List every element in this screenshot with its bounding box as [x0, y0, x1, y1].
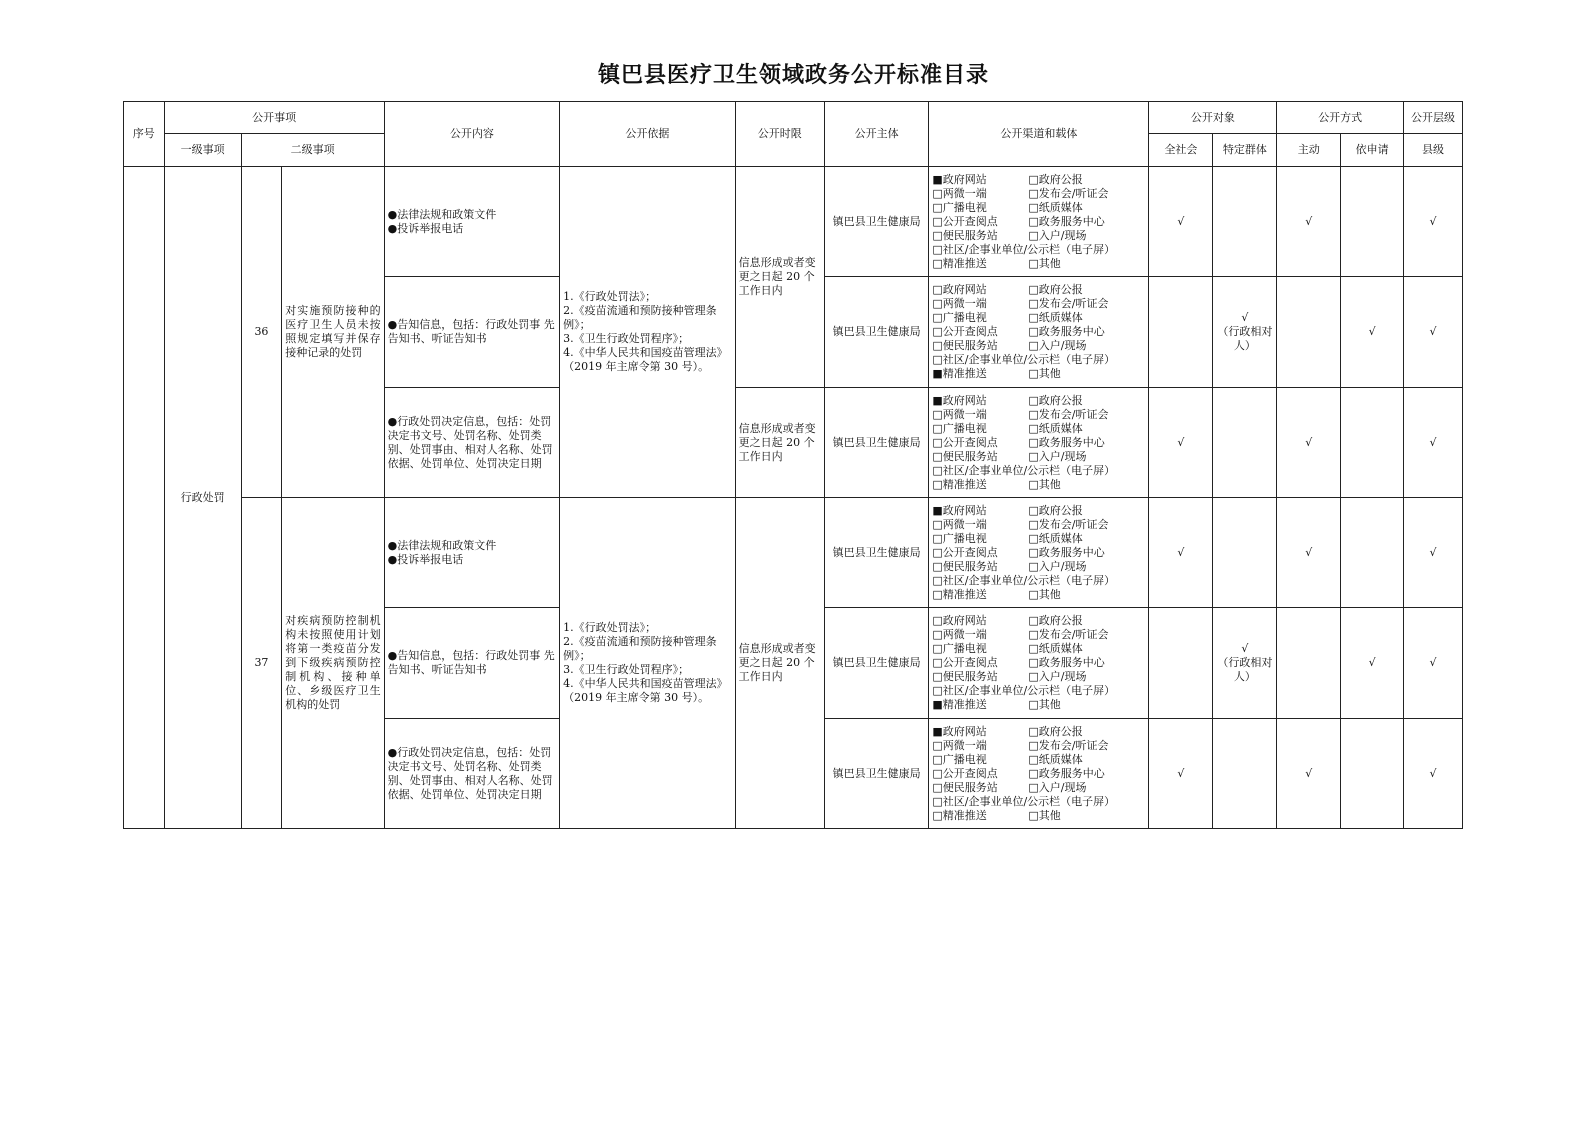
- level1-item: 行政处罚: [164, 167, 241, 829]
- page-title: 镇巴县医疗卫生领域政务公开标准目录: [597, 62, 989, 88]
- channel-row: [932, 450, 1145, 464]
- table-row: [124, 167, 1463, 277]
- method-request-mark: [1341, 498, 1404, 608]
- channel-option: □发布会/听证会: [1028, 517, 1109, 531]
- basis-cell: [560, 498, 735, 829]
- target-all-mark: [1149, 608, 1213, 719]
- channel-option: □政府公报: [1028, 172, 1083, 186]
- channel-option: □纸质媒体: [1028, 421, 1083, 435]
- channel-option: □政府网站: [932, 614, 987, 627]
- channel-row: [932, 809, 1145, 823]
- method-request-mark: √: [1341, 608, 1404, 719]
- header-method-request: 依申请: [1341, 134, 1404, 167]
- standard-catalog-table: [123, 101, 1463, 829]
- basis-cell: [560, 167, 735, 498]
- channel-option: □便民服务站: [932, 228, 998, 242]
- channels-cell: [929, 608, 1149, 719]
- basis-line: 2.《疫苗流通和预防接种管理条 例》；: [563, 304, 717, 331]
- channel-option: □公开查阅点: [932, 435, 998, 449]
- item-description: 对实施预防接种的医疗卫生人员未按照规定填写并保存接种记录的处罚: [282, 167, 384, 498]
- layer-county-mark: √: [1404, 719, 1463, 829]
- basis-line: 4.《中华人民共和国疫苗管理法》（2019 年主席令第 30 号）。: [563, 346, 728, 373]
- target-all-mark: √: [1149, 719, 1213, 829]
- target-all-mark: √: [1149, 388, 1213, 498]
- basis-line: 1.《行政处罚法》；: [563, 621, 657, 634]
- channel-option: □其他: [1028, 587, 1061, 601]
- channel-row: [932, 201, 1145, 215]
- target-all-mark: √: [1149, 498, 1213, 608]
- channel-row: [932, 560, 1145, 574]
- content-line: ●行政处罚决定信息，包括：处罚决定书文号、处罚名称、处罚类别、处罚事由、相对人名称、处罚依据、处罚单位、处罚决定日期: [387, 745, 553, 801]
- content-cell: [384, 608, 559, 719]
- content-cell: [384, 388, 559, 498]
- target-specific-mark: [1213, 388, 1277, 498]
- header-method-active: 主动: [1277, 134, 1341, 167]
- channel-option: □广播电视: [932, 752, 987, 766]
- header-level2: 二级事项: [241, 134, 384, 167]
- content-cell: [384, 277, 559, 388]
- time-limit: 信息形成或者变更之日起 20 个工作日内: [735, 167, 824, 388]
- channel-option: □公开查阅点: [932, 766, 998, 780]
- channel-row: [932, 532, 1145, 546]
- channels-cell: [929, 719, 1149, 829]
- layer-county-mark: √: [1404, 167, 1463, 277]
- channel-option: □精准推送: [932, 477, 987, 491]
- target-specific-mark: √ （行政相对人）: [1213, 277, 1277, 388]
- channel-option: □政府公报: [1028, 283, 1083, 296]
- content-line: ●行政处罚决定信息，包括：处罚决定书文号、处罚名称、处罚类别、处罚事由、相对人名称、处罚依据、处罚单位、处罚决定日期: [387, 414, 553, 470]
- channel-option: □发布会/听证会: [1028, 297, 1109, 310]
- seq-cell: [124, 167, 165, 829]
- channel-option: □政府公报: [1028, 614, 1083, 627]
- channel-option: □精准推送: [932, 808, 987, 822]
- layer-county-mark: √: [1404, 277, 1463, 388]
- channel-row: [932, 725, 1145, 739]
- channel-option: □其他: [1028, 477, 1061, 491]
- channel-option: □发布会/听证会: [1028, 186, 1109, 200]
- channel-row: [932, 753, 1145, 767]
- channel-option: □广播电视: [932, 421, 987, 435]
- channel-row: [932, 243, 1145, 257]
- channel-option: □便民服务站: [932, 780, 998, 794]
- header-method: 公开方式: [1277, 102, 1404, 134]
- channel-row: [932, 325, 1145, 339]
- method-request-mark: [1341, 719, 1404, 829]
- content-line: ●告知信息，包括：行政处罚事 先告知书、听证告知书: [387, 649, 555, 676]
- header-target: 公开对象: [1149, 102, 1277, 134]
- item-description: 对疾病预防控制机 构未按照使用计划 将第一类疫苗分发 到下级疾病预防控 制机构、接种单位、乡级医疗卫生机构的处罚: [282, 498, 384, 829]
- method-active-mark: [1277, 277, 1341, 388]
- header-content: 公开内容: [384, 102, 559, 167]
- channel-row: [932, 628, 1145, 642]
- basis-line: 4.《中华人民共和国疫苗管理法》（2019 年主席令第 30 号）。: [563, 677, 728, 704]
- channel-option: □纸质媒体: [1028, 642, 1083, 655]
- channel-option: □政务服务中心: [1028, 214, 1105, 228]
- content-cell: [384, 719, 559, 829]
- channel-row: [932, 781, 1145, 795]
- item-number: 36: [241, 167, 282, 498]
- channel-row: [932, 229, 1145, 243]
- header-target-specific: 特定群体: [1213, 134, 1277, 167]
- channel-option: □公开查阅点: [932, 656, 998, 669]
- channel-option: □广播电视: [932, 642, 987, 655]
- subject-cell: 镇巴县卫生健康局: [824, 608, 928, 719]
- channel-option: □发布会/听证会: [1028, 407, 1109, 421]
- channel-option: □入户/现场: [1028, 559, 1087, 573]
- channel-row: [932, 656, 1145, 670]
- channel-row: [932, 367, 1145, 381]
- channel-row: [932, 173, 1145, 187]
- channel-option: □其他: [1028, 698, 1061, 711]
- header-items: 公开事项: [164, 102, 384, 134]
- channel-row: [932, 684, 1145, 698]
- channel-row: [932, 464, 1145, 478]
- channel-option: □便民服务站: [932, 559, 998, 573]
- channel-option: □便民服务站: [932, 339, 998, 352]
- basis-line: 3.《卫生行政处罚程序》；: [563, 663, 690, 676]
- channel-option: □社区/企事业单位/公示栏（电子屏）: [932, 463, 1116, 477]
- channel-option: □政务服务中心: [1028, 325, 1105, 338]
- subject-cell: 镇巴县卫生健康局: [824, 719, 928, 829]
- channel-row: [932, 670, 1145, 684]
- channel-row: [932, 187, 1145, 201]
- channel-row: [932, 478, 1145, 492]
- subject-cell: 镇巴县卫生健康局: [824, 388, 928, 498]
- channel-option: □纸质媒体: [1028, 200, 1083, 214]
- channel-option: □两微一端: [932, 297, 987, 310]
- channel-row: [932, 297, 1145, 311]
- channel-option: □政府公报: [1028, 393, 1083, 407]
- channel-row: [932, 767, 1145, 781]
- subject-cell: 镇巴县卫生健康局: [824, 277, 928, 388]
- channel-option: □入户/现场: [1028, 339, 1087, 352]
- channel-option: □发布会/听证会: [1028, 628, 1109, 641]
- channel-option: □便民服务站: [932, 670, 998, 683]
- channel-option: □其他: [1028, 808, 1061, 822]
- channel-option: □社区/企事业单位/公示栏（电子屏）: [932, 573, 1116, 587]
- channel-option: □纸质媒体: [1028, 311, 1083, 324]
- channel-option: □政务服务中心: [1028, 435, 1105, 449]
- channel-option: ■政府网站: [932, 393, 987, 407]
- target-specific-mark: √ （行政相对人）: [1213, 608, 1277, 719]
- channel-row: [932, 588, 1145, 602]
- channel-option: □公开查阅点: [932, 545, 998, 559]
- channel-option: □广播电视: [932, 531, 987, 545]
- channel-row: [932, 614, 1145, 628]
- time-limit: 信息形成或者变更之日起 20 个工作日内: [735, 388, 824, 498]
- header-seq: 序号: [124, 102, 165, 167]
- basis-line: 1.《行政处罚法》；: [563, 290, 657, 303]
- channel-row: [932, 504, 1145, 518]
- header-subject: 公开主体: [824, 102, 928, 167]
- channel-option: □政务服务中心: [1028, 766, 1105, 780]
- method-active-mark: √: [1277, 719, 1341, 829]
- content-line: ●法律法规和政策文件: [387, 207, 497, 221]
- channel-row: [932, 408, 1145, 422]
- subject-cell: 镇巴县卫生健康局: [824, 498, 928, 608]
- header-layer-county: 县级: [1404, 134, 1463, 167]
- channel-row: [932, 698, 1145, 712]
- channels-cell: [929, 498, 1149, 608]
- channel-option: □政府公报: [1028, 724, 1083, 738]
- channel-option: □社区/企事业单位/公示栏（电子屏）: [932, 684, 1116, 697]
- channel-row: [932, 518, 1145, 532]
- channel-option: □社区/企事业单位/公示栏（电子屏）: [932, 353, 1116, 366]
- channel-row: [932, 257, 1145, 271]
- content-line: ●告知信息，包括：行政处罚事 先告知书、听证告知书: [387, 318, 555, 345]
- subject-cell: 镇巴县卫生健康局: [824, 167, 928, 277]
- target-specific-mark: [1213, 719, 1277, 829]
- channel-option: ■政府网站: [932, 503, 987, 517]
- channel-option: ■政府网站: [932, 724, 987, 738]
- method-active-mark: √: [1277, 498, 1341, 608]
- channel-option: □广播电视: [932, 311, 987, 324]
- channel-option: □两微一端: [932, 628, 987, 641]
- header-level1: 一级事项: [164, 134, 241, 167]
- table-row: [124, 498, 1463, 608]
- header-time: 公开时限: [735, 102, 824, 167]
- channel-option: □政务服务中心: [1028, 656, 1105, 669]
- target-all-mark: √: [1149, 167, 1213, 277]
- layer-county-mark: √: [1404, 498, 1463, 608]
- channel-row: [932, 283, 1145, 297]
- channel-option: □政务服务中心: [1028, 545, 1105, 559]
- channel-option: □政府网站: [932, 283, 987, 296]
- channel-row: [932, 311, 1145, 325]
- basis-line: 2.《疫苗流通和预防接种管理条 例》；: [563, 635, 717, 662]
- method-request-mark: [1341, 167, 1404, 277]
- target-specific-mark: [1213, 498, 1277, 608]
- channel-option: □公开查阅点: [932, 214, 998, 228]
- channel-option: ■精准推送: [932, 698, 987, 711]
- channel-row: [932, 394, 1145, 408]
- channel-option: □社区/企事业单位/公示栏（电子屏）: [932, 794, 1116, 808]
- content-line: ●投诉举报电话: [387, 552, 464, 566]
- channel-option: □入户/现场: [1028, 449, 1087, 463]
- channel-row: [932, 574, 1145, 588]
- channel-option: □社区/企事业单位/公示栏（电子屏）: [932, 242, 1116, 256]
- channel-option: □入户/现场: [1028, 670, 1087, 683]
- target-all-mark: [1149, 277, 1213, 388]
- content-line: ●投诉举报电话: [387, 221, 464, 235]
- channel-option: □其他: [1028, 256, 1061, 270]
- channels-cell: [929, 167, 1149, 277]
- channel-option: □公开查阅点: [932, 325, 998, 338]
- layer-county-mark: √: [1404, 608, 1463, 719]
- content-cell: [384, 167, 559, 277]
- channel-row: [932, 339, 1145, 353]
- content-cell: [384, 498, 559, 608]
- method-request-mark: [1341, 388, 1404, 498]
- method-active-mark: [1277, 608, 1341, 719]
- header-layer: 公开层级: [1404, 102, 1463, 134]
- header-channels: 公开渠道和载体: [929, 102, 1149, 167]
- channel-option: □政府公报: [1028, 503, 1083, 517]
- layer-county-mark: √: [1404, 388, 1463, 498]
- channel-row: [932, 436, 1145, 450]
- channel-row: [932, 739, 1145, 753]
- channel-row: [932, 642, 1145, 656]
- item-number: 37: [241, 498, 282, 829]
- header-target-all: 全社会: [1149, 134, 1213, 167]
- channel-option: □入户/现场: [1028, 780, 1087, 794]
- target-specific-mark: [1213, 167, 1277, 277]
- channel-option: □两微一端: [932, 186, 987, 200]
- header-basis: 公开依据: [560, 102, 735, 167]
- channel-option: □纸质媒体: [1028, 752, 1083, 766]
- channel-option: □两微一端: [932, 738, 987, 752]
- catalog-body: [124, 167, 1463, 829]
- channel-row: [932, 546, 1145, 560]
- channel-option: □发布会/听证会: [1028, 738, 1109, 752]
- channel-option: □两微一端: [932, 407, 987, 421]
- channel-option: □精准推送: [932, 587, 987, 601]
- channel-option: □纸质媒体: [1028, 531, 1083, 545]
- channel-option: ■政府网站: [932, 172, 987, 186]
- channel-option: ■精准推送: [932, 367, 987, 380]
- channel-option: □两微一端: [932, 517, 987, 531]
- content-line: ●法律法规和政策文件: [387, 538, 497, 552]
- channel-option: □广播电视: [932, 200, 987, 214]
- channels-cell: [929, 277, 1149, 388]
- channel-option: □入户/现场: [1028, 228, 1087, 242]
- channel-option: □其他: [1028, 367, 1061, 380]
- channels-cell: [929, 388, 1149, 498]
- method-request-mark: √: [1341, 277, 1404, 388]
- channel-row: [932, 795, 1145, 809]
- method-active-mark: √: [1277, 167, 1341, 277]
- channel-row: [932, 215, 1145, 229]
- channel-option: □便民服务站: [932, 449, 998, 463]
- channel-row: [932, 353, 1145, 367]
- basis-line: 3.《卫生行政处罚程序》；: [563, 332, 690, 345]
- method-active-mark: √: [1277, 388, 1341, 498]
- channel-row: [932, 422, 1145, 436]
- channel-option: □精准推送: [932, 256, 987, 270]
- time-limit: 信息形成或者变更之日起 20 个工作日内: [735, 498, 824, 829]
